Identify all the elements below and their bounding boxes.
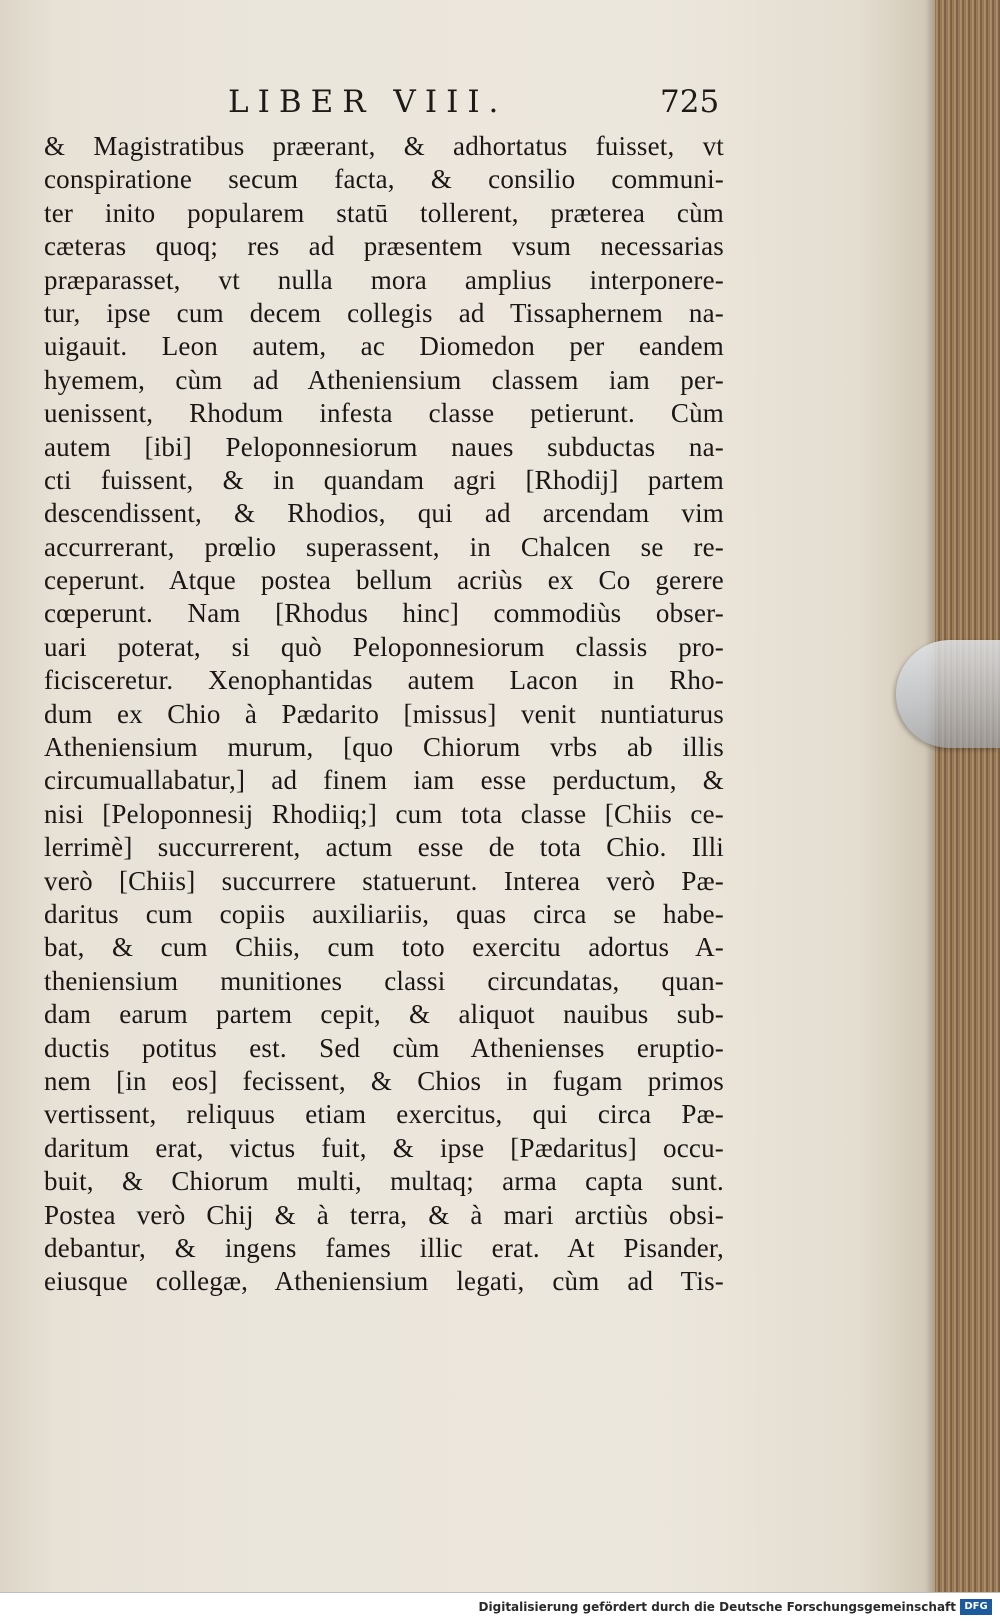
text-line: præparasset, vt nulla mora amplius interponere- [44, 264, 724, 295]
text-line: uenissent, Rhodum infesta classe petierunt. Cùm [44, 398, 724, 429]
text-line: debantur, & ingens fames illic erat. At Pisander, [44, 1232, 724, 1263]
text-line: ter inito popularem statū tollerent, præterea cùm [44, 197, 724, 228]
text-line: Postea verò Chij & à terra, & à mari arctiùs obsi- [44, 1199, 724, 1230]
text-line: conspiratione secum facta, & consilio communi- [44, 164, 724, 195]
text-line: eiusque collegæ, Atheniensium legati, cùm ad Tis- [44, 1266, 724, 1297]
text-line: uari poterat, si quò Peloponnesiorum classis pro- [44, 631, 724, 662]
text-line: accurrerant, prœlio superassent, in Chalcen se re- [44, 531, 724, 562]
text-line: bat, & cum Chiis, cum toto exercitu adortus A- [44, 932, 724, 963]
text-line: daritum erat, victus fuit, & ipse [Pædaritus] occu- [44, 1132, 724, 1163]
text-line: lerrimè] succurrerent, actum esse de tota Chio. Illi [44, 832, 724, 863]
text-line: theniensium munitiones classi circundatas, quan- [44, 965, 724, 996]
text-line: descendissent, & Rhodios, qui ad arcendam vim [44, 498, 724, 529]
text-line: verò [Chiis] succurrere statuerunt. Interea verò Pæ- [44, 865, 724, 896]
running-head [0, 80, 935, 130]
text-line: uigauit. Leon autem, ac Diomedon per eandem [44, 331, 724, 362]
text-line: nem [in eos] fecissent, & Chios in fugam primos [44, 1065, 724, 1096]
text-line: cti fuissent, & in quandam agri [Rhodij] partem [44, 464, 724, 495]
text-line: ficisceretur. Xenophantidas autem Lacon in Rho- [44, 665, 724, 696]
text-line: tur, ipse cum decem collegis ad Tissaphernem na- [44, 297, 724, 328]
text-line: buit, & Chiorum multi, multaq; arma capta sunt. [44, 1166, 724, 1197]
text-line: ceperunt. Atque postea bellum acriùs ex Co gerere [44, 565, 724, 596]
text-line: cæteras quoq; res ad præsentem vsum necessarias [44, 231, 724, 262]
text-line: hyemem, cùm ad Atheniensium classem iam per- [44, 364, 724, 395]
running-head-title: LIBER VIII. [228, 84, 508, 120]
text-line: daritus cum copiis auxiliariis, quas circa se habe- [44, 898, 724, 929]
text-line: dum ex Chio à Pædarito [missus] venit nuntiaturus [44, 698, 724, 729]
text-line: ductis potitus est. Sed cùm Athenienses eruptio- [44, 1032, 724, 1063]
text-line: dam earum partem cepit, & aliquot nauibus sub- [44, 999, 724, 1030]
text-line: autem [ibi] Peloponnesiorum naues subductas na- [44, 431, 724, 462]
book-fore-edge [935, 0, 1000, 1592]
text-line: & Magistratibus præerant, & adhortatus fuisset, vt [44, 131, 724, 161]
digitization-footer [0, 1592, 1000, 1621]
text-line: cœperunt. Nam [Rhodus hinc] commodiùs obser- [44, 598, 724, 629]
body-text [44, 130, 724, 1299]
page-holder-clip [896, 640, 1000, 748]
page-number: 725 [660, 84, 720, 120]
text-line: vertissent, reliquus etiam exercitus, qui circa Pæ- [44, 1099, 724, 1130]
text-line: circumuallabatur,] ad finem iam esse perductum, & [44, 765, 724, 796]
text-line: nisi [Peloponnesij Rhodiiq;] cum tota classe [Chiis ce- [44, 798, 724, 829]
dfg-logo-icon: DFG [960, 1599, 992, 1615]
funding-credit: Digitalisierung gefördert durch die Deutsche Forschungsgemeinschaft [478, 1600, 956, 1614]
text-line: Atheniensium murum, [quo Chiorum vrbs ab illis [44, 732, 724, 763]
